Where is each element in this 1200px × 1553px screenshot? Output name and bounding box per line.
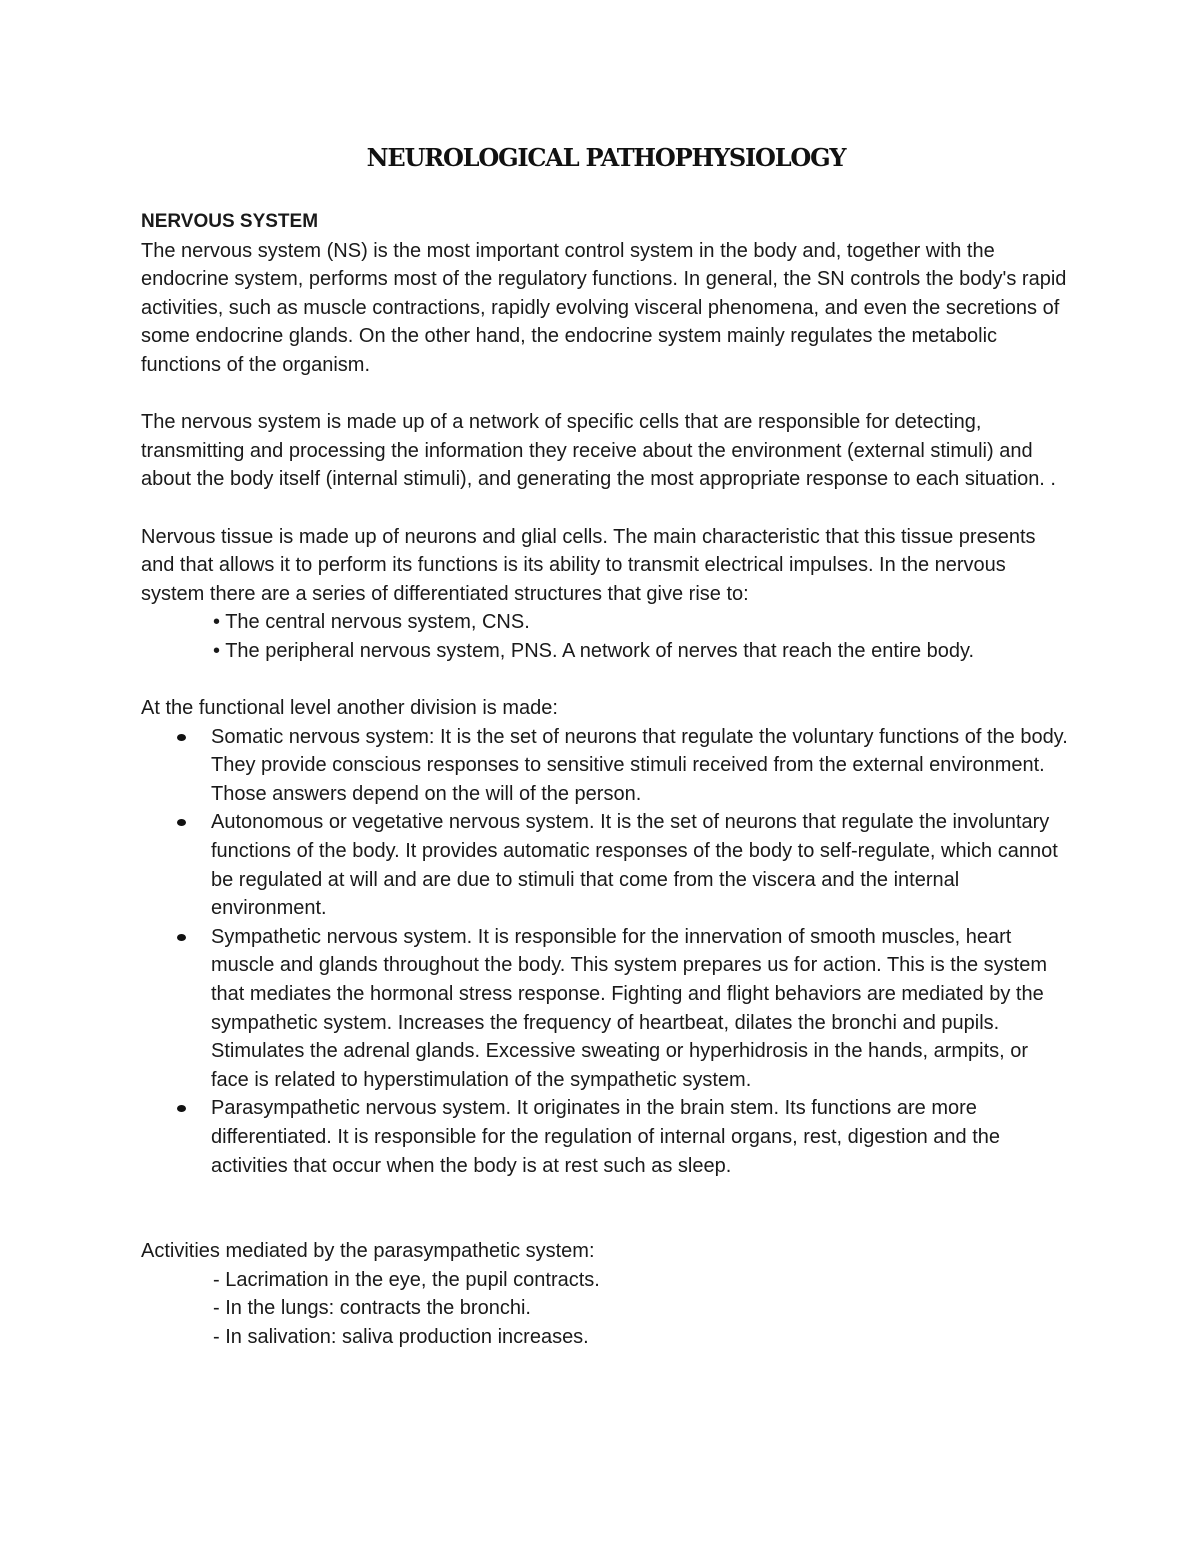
document-title: NEUROLOGICAL PATHOPHYSIOLOGY (366, 143, 846, 172)
list-item (211, 923, 1071, 1095)
parasympathetic-activity-item: - In salivation: saliva production increases. (213, 1325, 589, 1348)
document-page (141, 140, 1071, 1352)
bullet-icon (177, 934, 186, 941)
paragraph-control-system: The nervous system (NS) is the most important control system in the body and, together with the endocrine system, performs most of the regulatory functions. In general, the SN controls the body's rapid activities, such as muscle contractions, rapidly evolving visceral phenomena, and even the secretions of some endocrine glands. On the other hand, the endocrine system mainly regulates the metabolic functions of the organism. (141, 239, 1067, 376)
list-item (211, 1094, 1071, 1180)
list-item (211, 808, 1071, 922)
list-item-text: Sympathetic nervous system. It is responsible for the innervation of smooth muscles, heart muscle and glands throughout the body. This system prepares us for action. This is the system that mediates the hormonal stress response. Fighting and flight behaviors are mediated by the sympathetic system. Increases the frequency of heartbeat, dilates the bronchi and pupils. Stimulates the adrenal glands. Excessive sweating or hyperhidrosis in the hands, armpits, or face is related to hyperstimulation of the sympathetic system. (211, 925, 1047, 1091)
paragraph-spacer (141, 666, 1071, 695)
list-item (211, 723, 1071, 809)
bullet-icon (177, 819, 186, 826)
paragraph-network-of-cells: The nervous system is made up of a network of specific cells that are responsible for detecting, transmitting and processing the information they receive about the environment (external stimuli) and about the body itself (internal stimuli), and generating the most appropriate response to each situation. . (141, 411, 1056, 491)
bullet-icon (177, 1105, 186, 1112)
parasympathetic-activities-intro: Activities mediated by the parasympathetic system: (141, 1240, 595, 1263)
list-item-text: Autonomous or vegetative nervous system. It is the set of neurons that regulate the involuntary functions of the body. It provides automatic responses of the body to self-regulate, which cannot be regulated at will and are due to stimuli that come from the viscera and the internal environment. (211, 811, 1058, 920)
paragraph-spacer (141, 494, 1071, 523)
structure-item-pns: • The peripheral nervous system, PNS. A network of nerves that reach the entire body. (213, 639, 975, 662)
bullet-icon (177, 734, 186, 741)
parasympathetic-activity-item: - In the lungs: contracts the bronchi. (213, 1297, 531, 1320)
section-heading: NERVOUS SYSTEM (141, 211, 319, 232)
functional-division-list (141, 723, 1071, 1181)
parasympathetic-activity-item: - Lacrimation in the eye, the pupil contracts. (213, 1268, 600, 1291)
functional-division-intro: At the functional level another division is made: (141, 697, 558, 720)
structure-item-cns: • The central nervous system, CNS. (213, 611, 530, 634)
list-item-text: Parasympathetic nervous system. It originates in the brain stem. Its functions are more differentiated. It is responsible for the regulation of internal organs, rest, digestion and the activities that occur when the body is at rest such as sleep. (211, 1097, 1001, 1177)
paragraph-spacer (141, 380, 1071, 409)
paragraph-spacer (141, 1180, 1071, 1237)
list-item-text: Somatic nervous system: It is the set of neurons that regulate the voluntary functions of the body. They provide conscious responses to sensitive stimuli received from the external environment. Those answers depend on the will of the person. (211, 725, 1068, 805)
paragraph-nervous-tissue: Nervous tissue is made up of neurons and glial cells. The main characteristic that this tissue presents and that allows it to perform its functions is its ability to transmit electrical impulses. In the nervous system there are a series of differentiated structures that give rise to: (141, 525, 1036, 605)
